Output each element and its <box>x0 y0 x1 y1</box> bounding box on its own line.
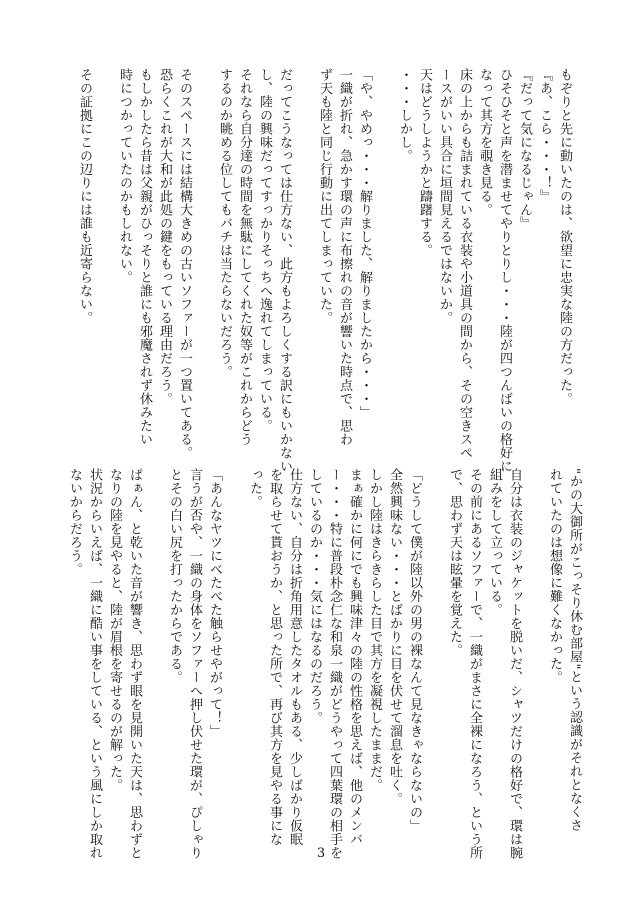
text-line: ないからだろう。 <box>67 468 82 576</box>
text-line: だってこうなっては仕方ない、此方もよろしくする訳にもいかない <box>277 68 292 473</box>
text-line: ひそひそと声を潜ませてやりとりし・・・陸が四つんばいの格好に <box>497 68 512 473</box>
text-line: ぱぁん、と乾いた音が響き、思わず眼を見開いた天は、思わずと <box>127 468 142 860</box>
text-line: 天はどうしようかと躊躇する。 <box>417 68 432 257</box>
text-line: れていたのは想像に難くなかった。 <box>547 468 562 684</box>
text-line: ー・・・特に普段朴念仁な和泉一織がどうやって四葉環の相手を <box>327 468 342 860</box>
text-line: 仕方ない、自分は折角用意したタオルもある、少しばかり仮眠 <box>287 468 302 846</box>
text-line: ず天も陸と同じ行動に出てしまっていた。 <box>317 68 332 325</box>
text-line: 「どうして僕が陸以外の男の裸なんて見なきゃならないの」 <box>407 468 422 833</box>
text-line: 恐らくこれが大和が此処の鍵をもっている理由だろう。 <box>157 68 172 406</box>
text-line: ・・・しかし。 <box>397 68 412 163</box>
text-line: その前にあるソファーで、一織がまさに全裸になろう、という所 <box>467 468 482 860</box>
text-line <box>224 468 244 788</box>
text-line: 「あんなヤツにべたべた触らせやがって！」 <box>207 468 222 738</box>
text-line: 『だって気になるじゃん』 <box>517 68 532 230</box>
text-line: 組みをして立っている。 <box>487 468 502 617</box>
text-line <box>94 68 114 398</box>
text-line: しているのか・・・気にはなるのだろう。 <box>307 468 322 725</box>
text-line: とその白い尻を打ったからである。 <box>167 468 182 684</box>
page-number: 3 <box>316 846 326 861</box>
text-line: 床の上からも詰まれている衣装や小道具の間から、その空きスペ <box>457 68 472 460</box>
text-line: 言うが否や、一織の身体をソファーへ押し伏せた環が、ぴしゃり <box>187 468 202 860</box>
text-line: その証拠にこの辺りには誰も近寄らない。 <box>77 68 92 325</box>
text-line: 『あ、こら・・・！』 <box>537 68 552 203</box>
text-line: しかし陸はきらきらした目で其方を凝視したままだ。 <box>367 468 382 792</box>
text-line: まぁ確かに何にでも興味津々の陸の性格を思えば、他のメンバ <box>347 468 362 846</box>
text-line <box>374 68 394 398</box>
text-line: った。 <box>247 468 262 509</box>
text-line: "かの大御所がこっそり休む部屋"という認識がそれとなくさ <box>567 468 582 832</box>
text-line: ースがいい具合に垣間見えるではないか。 <box>437 68 452 325</box>
text-line <box>524 468 544 788</box>
text-line: を取らせて貰おうか、と思った所で、再び其方を見やる事にな <box>267 468 282 846</box>
text-line: で、思わず天は眩暈を覚えた。 <box>447 468 462 657</box>
lower-text-block <box>67 468 584 860</box>
text-line: 自分は衣装のジャケットを脱いだ、シャツだけの格好で、環は腕 <box>507 468 522 860</box>
text-line: そのスペースには結構大きめの古いソファーが一つ置いてある。 <box>177 68 192 460</box>
text-line: 時につかっていたのかもしれない。 <box>117 68 132 284</box>
text-line: それなら自分達の時間を無駄にしてくれた奴等がこれからどう <box>237 68 252 446</box>
upper-text-block <box>66 68 574 473</box>
text-line: なって其方を覗き見る。 <box>477 68 492 217</box>
text-line <box>194 68 214 398</box>
text-line: なりの陸を見やると、陸が眉根を寄せるのが解った。 <box>107 468 122 792</box>
text-line: し、陸の興味だってすっかりそっちへ逸れてしまっている。 <box>257 68 272 433</box>
text-line: もしかしたら昔は父親がひっそりと誰にも邪魔されず休みたい <box>137 68 152 446</box>
text-line: 一織が折れ、急かす環の声に布擦れの音が響いた時点で、思わ <box>337 68 352 446</box>
text-line <box>144 468 164 788</box>
text-line: 「や、やめっ・・・解りました、解りましたから・・・」 <box>357 68 372 419</box>
text-line <box>424 468 444 788</box>
text-line: もぞりと先に動いたのは、欲望に忠実な陸の方だった。 <box>557 68 572 406</box>
text-line: 全然興味ない・・・とばかりに目を伏せて溜息を吐く。 <box>387 468 402 806</box>
text-line: 状況からいえば、一織に酷い事をしている、という風にしか取れ <box>87 468 102 860</box>
text-line <box>294 68 314 398</box>
text-line: するのか眺める位してもバチは当たらないだろう。 <box>217 68 232 379</box>
